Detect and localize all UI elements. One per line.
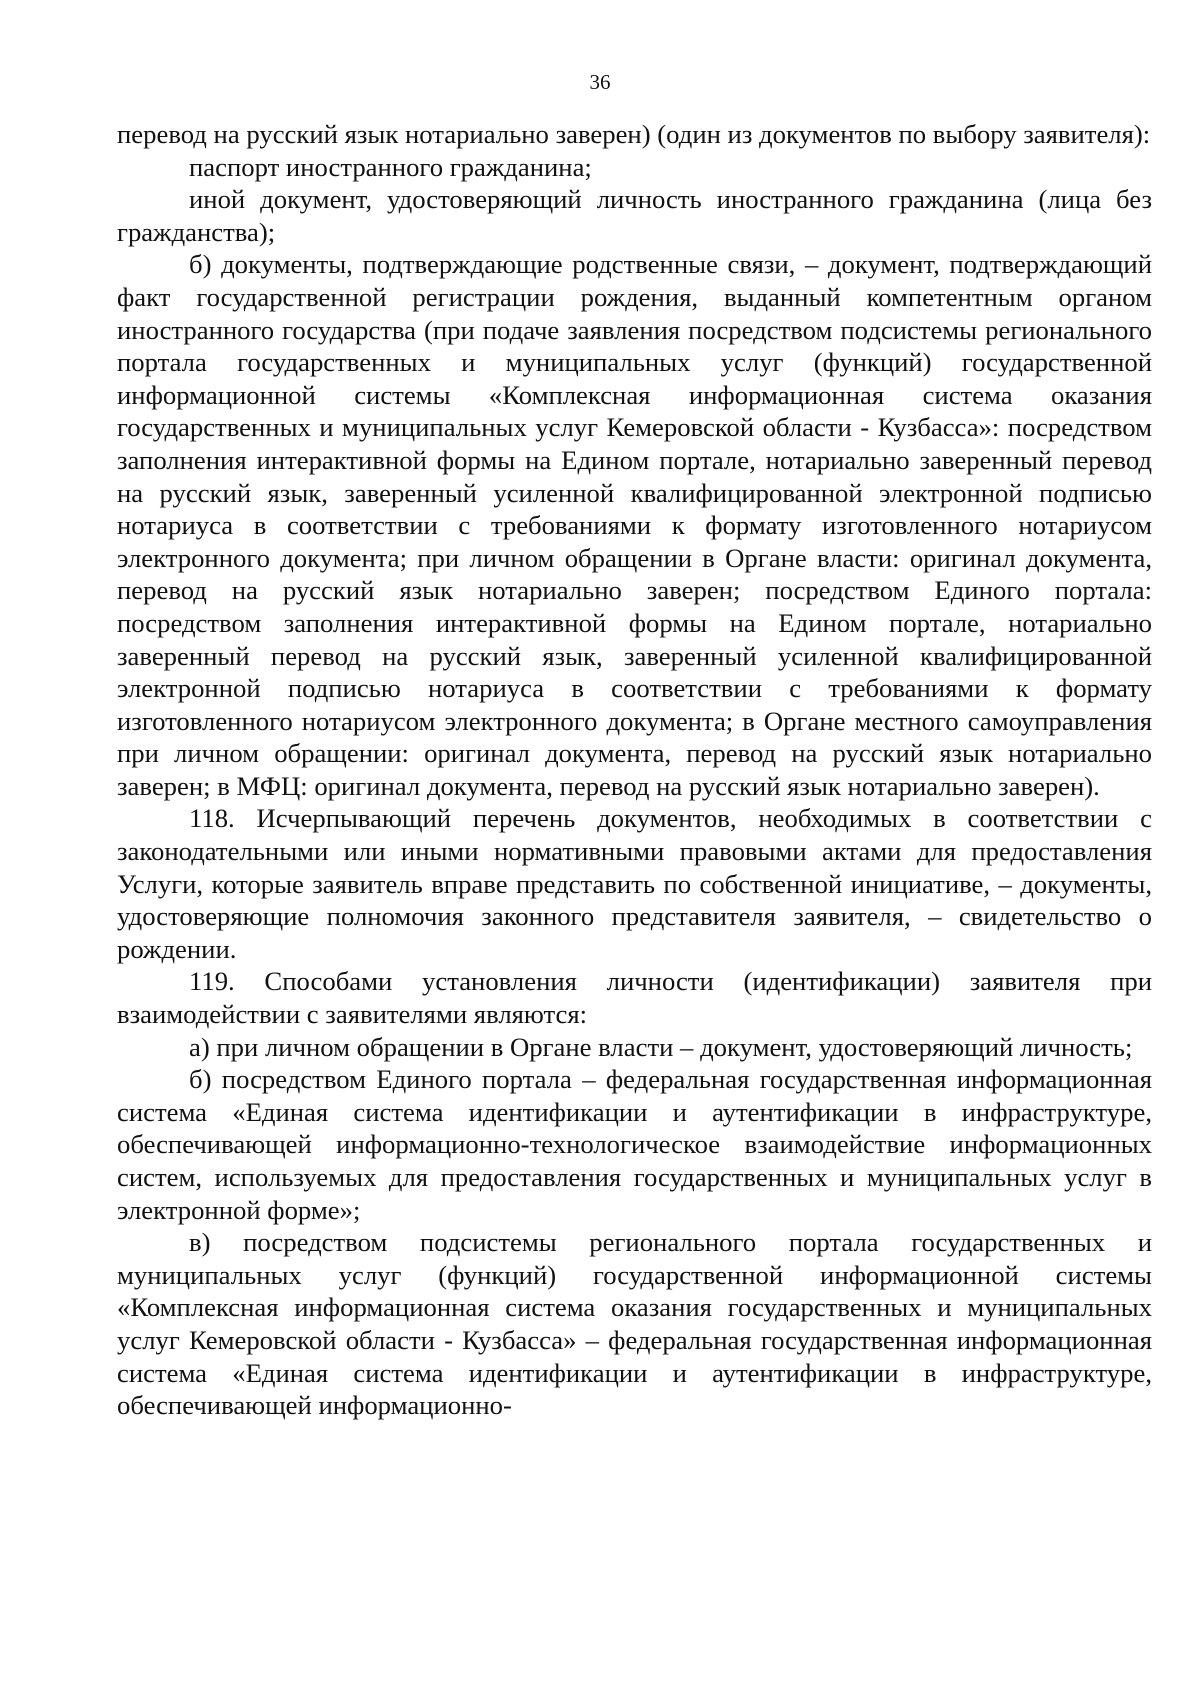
paragraph-119-b: б) посредством Единого портала – федеральная государственная информационная система «Единая система идентификации и аутентификации в инфраструктуре, обеспечивающей информационно-технологическое взаимодействие информационных систем, используемых для предоставления государственных и муниципальных услуг в электронной форме»; xyxy=(117,1064,1152,1225)
paragraph-119-a: а) при личном обращении в Органе власти – документ, удостоверяющий личность; xyxy=(189,1031,1133,1062)
page-number: 36 xyxy=(589,70,611,94)
paragraph-continuation: перевод на русский язык нотариально заверен) (один из документов по выбору заявителя): xyxy=(117,119,1151,149)
document-body xyxy=(117,118,1152,1422)
paragraph-relationship-documents: б) документы, подтверждающие родственные связи, – документ, подтверждающий факт государственной регистрации рождения, выданный компетентным органом иностранного государства (при подаче заявления посредством подсистемы регионального портала государственных и муниципальных услуг (функций) государственной информационной системы «Комплексная информационная система оказания государственных и муниципальных услуг Кемеровской области - Кузбасса»: посредством заполнения интерактивной формы на Едином портале, нотариально заверенный перевод на русский язык, заверенный усиленной квалифицированной электронной подписью нотариуса в соответствии с требованиями к формату изготовленного нотариусом электронного документа; при личном обращении в Органе власти: оригинал документа, перевод на русский язык нотариально заверен; посредством Единого портала: посредством заполнения интерактивной формы на Едином портале, нотариально заверенный перевод на русский язык, заверенный усиленной квалифицированной электронной подписью нотариуса в соответствии с требованиями к формату изготовленного нотариусом электронного документа; в Органе местного самоуправления при личном обращении: оригинал документа, перевод на русский язык нотариально заверен; в МФЦ: оригинал документа, перевод на русский язык нотариально заверен). xyxy=(117,249,1152,801)
paragraph-119-v: в) посредством подсистемы регионального портала государственных и муниципальных услуг (функций) государственной информационной системы «Комплексная информационная система оказания государственных и муниципальных услуг Кемеровской области - Кузбасса» – федеральная государственная информационная система «Единая система идентификации и аутентификации в инфраструктуре, обеспечивающей информационно- xyxy=(117,1227,1152,1421)
paragraph-foreign-passport: паспорт иностранного гражданина; xyxy=(189,151,592,182)
paragraph-118: 118. Исчерпывающий перечень документов, необходимых в соответствии с законодательными или иными нормативными правовыми актами для предоставления Услуги, которые заявитель вправе представить по собственной инициативе, – документы, удостоверяющие полномочия законного представителя заявителя, – свидетельство о рождении. xyxy=(117,803,1152,964)
paragraph-119: 119. Способами установления личности (идентификации) заявителя при взаимодействии с заявителями являются: xyxy=(117,966,1152,1030)
paragraph-other-identity-document: иной документ, удостоверяющий личность иностранного гражданина (лица без гражданства); xyxy=(117,184,1152,247)
